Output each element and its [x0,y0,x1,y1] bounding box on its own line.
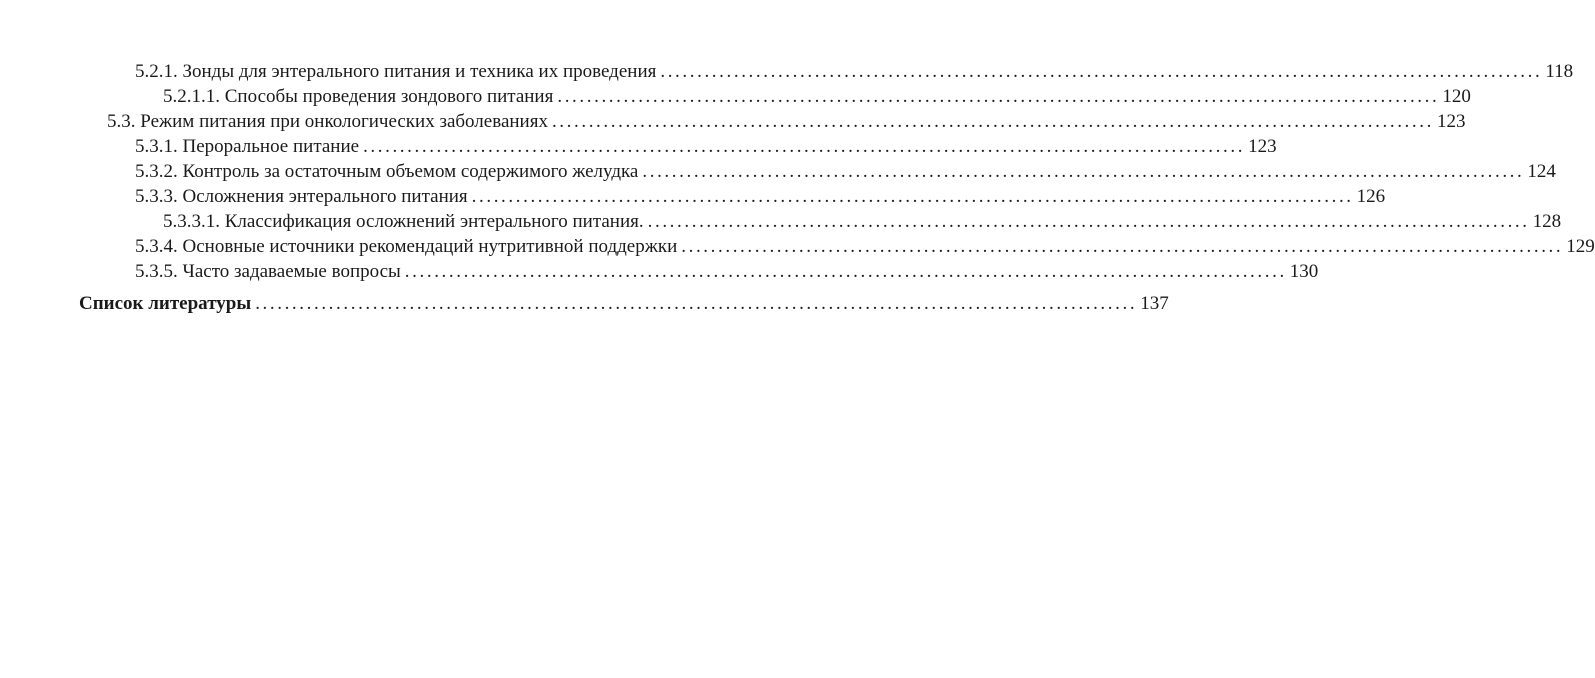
toc-entry-page: 123 [1436,111,1466,132]
toc-entry-page: 118 [1545,61,1574,82]
toc-dot-leader: ........................................................................................................................ [557,86,1440,107]
toc-entry[interactable] [163,209,1562,234]
toc-entry[interactable] [163,84,1471,109]
toc-entry[interactable] [135,184,1386,209]
toc-entry[interactable] [135,159,1556,184]
toc-entry[interactable] [135,59,1574,84]
toc-entry-page: 126 [1356,186,1386,207]
toc-entry-page: 124 [1527,161,1556,182]
toc-dot-leader: ........................................................................................................................ [471,186,1354,207]
toc-dot-leader: ........................................................................................................................ [404,261,1287,282]
toc-entry-title: 5.3.3. Осложнения энтерального питания [135,186,468,207]
toc-entry-page: 123 [1248,136,1277,157]
toc-entry-page: 129 [1566,236,1595,257]
toc-entry-page: 120 [1442,86,1471,107]
toc-dot-leader: ........................................................................................................................ [363,136,1246,157]
toc-entry-title: 5.3.3.1. Классификация осложнений энтерального питания. [163,211,644,232]
toc-dot-leader: ........................................................................................................................ [255,293,1138,314]
toc-entry-title: 5.2.1. Зонды для энтерального питания и техника их проведения [135,61,657,82]
toc-entry-page: 130 [1289,261,1319,282]
toc-entry-title: 5.3.5. Часто задаваемые вопросы [135,261,401,282]
toc-entry[interactable] [135,134,1277,159]
toc-entry-title: 5.3.1. Пероральное питание [135,136,360,157]
toc-entry-title: 5.3.2. Контроль за остаточным объемом содержимого желудка [135,161,639,182]
toc-entry-title: 5.3. Режим питания при онкологических заболеваниях [107,111,548,132]
toc-dot-leader: ........................................................................................................................ [681,236,1564,257]
toc-entry[interactable] [135,259,1319,284]
toc-entry-references[interactable] [79,291,1169,316]
toc-entry[interactable] [107,109,1466,134]
toc-entry-page: 128 [1532,211,1562,232]
toc-entry-title: 5.2.1.1. Способы проведения зондового питания [163,86,554,107]
toc-dot-leader: ........................................................................................................................ [647,211,1530,232]
toc-entry-page: 137 [1140,293,1169,314]
toc-entry-title: 5.3.4. Основные источники рекомендаций нутритивной поддержки [135,236,678,257]
toc-dot-leader: ........................................................................................................................ [551,111,1434,132]
toc-entry-title: Список литературы [79,293,252,314]
toc-entry[interactable] [135,234,1595,259]
toc-dot-leader: ........................................................................................................................ [642,161,1525,182]
toc-dot-leader: ........................................................................................................................ [660,61,1543,82]
